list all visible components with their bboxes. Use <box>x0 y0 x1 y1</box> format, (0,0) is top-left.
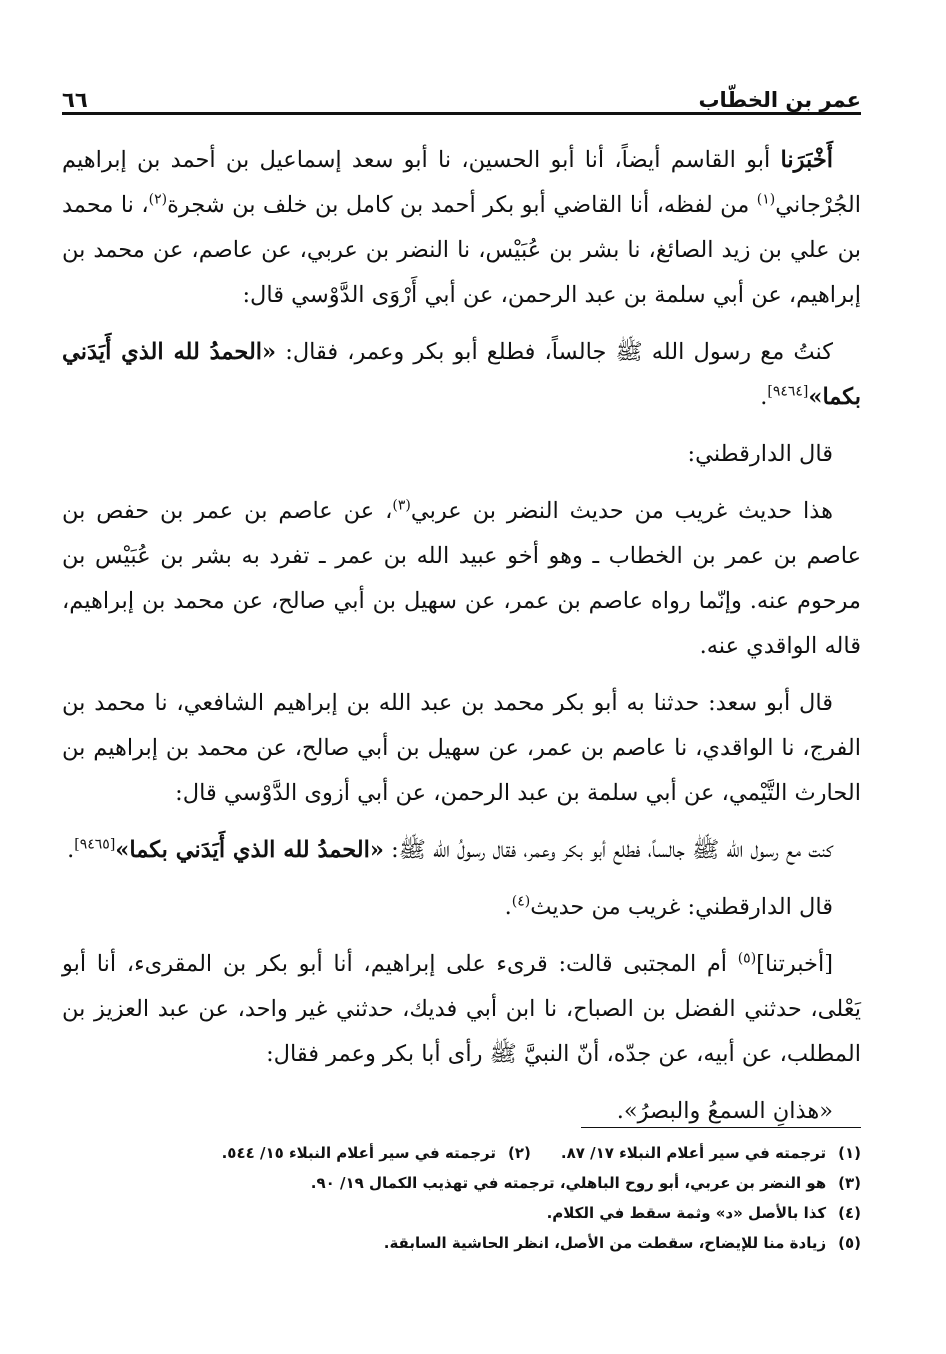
footnote-number: (١) <box>838 1144 861 1162</box>
footnote-4 <box>62 1198 861 1228</box>
paragraph-text: [أخبرتنا] <box>756 951 833 977</box>
paragraph-text: قال الدارقطني: غريب من حديث <box>530 894 833 920</box>
paragraph-isnad-3 <box>62 942 861 1077</box>
paragraph-end: . <box>504 894 512 920</box>
paragraph-commentary <box>62 489 861 669</box>
footnote-number: (٥) <box>838 1234 861 1252</box>
hadith-number: [٩٤٦٥] <box>74 836 116 853</box>
paragraph-end: . <box>67 837 75 863</box>
main-text <box>62 138 861 1146</box>
page-title: عمر بن الخطّاب <box>698 88 861 112</box>
footnote-ref-1[interactable]: (١) <box>756 191 776 208</box>
footnote-number: (٣) <box>838 1174 861 1192</box>
paragraph-text: كنتُ مع رسول الله ﷺ جالساً، فطلع أبو بكر وعمر، فقال: <box>276 339 833 365</box>
footnotes <box>62 1138 861 1258</box>
hadith-quote: «الحمدُ لله الذي أَيَدَني بكما» <box>62 339 861 410</box>
hadith-number: [٩٤٦٤] <box>767 383 809 400</box>
running-header <box>62 72 861 112</box>
paragraph-end: . <box>760 384 768 410</box>
paragraph-text: كنت مع رسول الله ﷺ جالساً، فطلع أبو بكر وعمر، فقال رسولُ الله ﷺ: <box>383 837 833 863</box>
paragraph-text: أم المجتبى قالت: قرىء على إبراهيم، أنا أبو بكر بن المقرىء، أنا أبو يَعْلى، حدثني الفضل بن الصباح، نا ابن أبي فديك، حدثني غير واحد، عن عبد العزيز بن المطلب، عن أبيه، عن جدّه، أنّ النبيَّ ﷺ رأى أبا بكر وعمر فقال: <box>62 951 861 1067</box>
header-divider <box>62 112 861 115</box>
paragraph-text: هذا حديث غريب من حديث النضر بن عربي <box>410 498 833 524</box>
footnote-5 <box>62 1228 861 1258</box>
footnote-text: هو النضر بن عربي، أبو روح الباهلي، ترجمته في تهذيب الكمال ١٩/ ٩٠. <box>310 1174 827 1192</box>
footnote-number: (٢) <box>508 1144 531 1162</box>
paragraph-daraqutni-verdict <box>62 885 861 930</box>
footnote-3 <box>62 1168 861 1198</box>
paragraph-end: . <box>616 1098 624 1124</box>
paragraph-text: قال الدارقطني: <box>687 441 833 467</box>
footnote-2 <box>222 1138 531 1168</box>
footnote-ref-2[interactable]: (٢) <box>148 191 168 208</box>
footnote-row <box>62 1138 861 1168</box>
paragraph-text: ، عن عاصم بن عمر بن حفص بن عاصم بن عمر بن الخطاب ـ وهو أخو عبيد الله بن عمر ـ تفرد به بشر بن عُبَيْس بن مرحوم عنه. وإنّما رواه عاصم بن عمر، عن سهيل بن أبي صالح، عن محمد بن إبراهيم، قاله الواقدي عنه. <box>62 498 861 659</box>
paragraph-text: أبو القاسم أيضاً، أنا أبو الحسين، نا أبو سعد إسماعيل بن أحمد بن إبراهيم الجُرْجاني <box>62 147 862 218</box>
hadith-quote: «الحمدُ لله الذي أَيَدَني بكما» <box>115 837 384 863</box>
footnote-divider <box>581 1127 861 1128</box>
paragraph-isnad-1 <box>62 138 861 318</box>
paragraph-text: من لفظه، أنا القاضي أبو بكر أحمد بن كامل بن خلف بن شجرة <box>167 192 757 218</box>
paragraph-hadith-1 <box>62 330 861 420</box>
footnote-1 <box>561 1138 861 1168</box>
footnote-ref-4[interactable]: (٤) <box>511 893 531 910</box>
paragraph-isnad-2 <box>62 681 861 816</box>
paragraph-text: قال أبو سعد: حدثنا به أبو بكر محمد بن عبد الله بن إبراهيم الشافعي، نا محمد بن الفرج، نا الواقدي، نا عاصم بن عمر، عن سهيل بن أبي صالح، عن محمد بن إبراهيم بن الحارث التَّيْمي، عن أبي سلمة بن عبد الرحمن، عن أبي أزوى الدَّوْسي قال: <box>62 690 861 806</box>
footnote-ref-5[interactable]: (٥) <box>737 950 757 967</box>
paragraph-daraqutni-label <box>62 432 861 477</box>
footnote-number: (٤) <box>838 1204 861 1222</box>
hadith-quote: «هذانِ السمعُ والبصرُ» <box>623 1098 833 1124</box>
lead-word: أَخْبَرَنا <box>780 147 833 173</box>
footnote-text: زيادة منا للإيضاح، سقطت من الأصل، انظر الحاشية السابقة. <box>383 1234 827 1252</box>
footnote-text: ترجمته في سير أعلام النبلاء ١٥/ ٥٤٤. <box>221 1144 496 1162</box>
footnote-text: كذا بالأصل «د» وثمة سقط في الكلام. <box>546 1204 827 1222</box>
paragraph-hadith-2 <box>62 828 861 873</box>
paragraph-text: ، نا محمد بن علي بن زيد الصائغ، نا بشر بن عُبَيْس، نا النضر بن عربي، عن عاصم، عن محمد بن إبراهيم، عن أبي سلمة بن عبد الرحمن، عن أبي أَرْوَى الدَّوْسي قال: <box>62 192 861 308</box>
page-number: ٦٦ <box>62 88 88 112</box>
footnote-ref-3[interactable]: (٣) <box>392 497 411 514</box>
footnote-text: ترجمته في سير أعلام النبلاء ١٧/ ٨٧. <box>560 1144 827 1162</box>
